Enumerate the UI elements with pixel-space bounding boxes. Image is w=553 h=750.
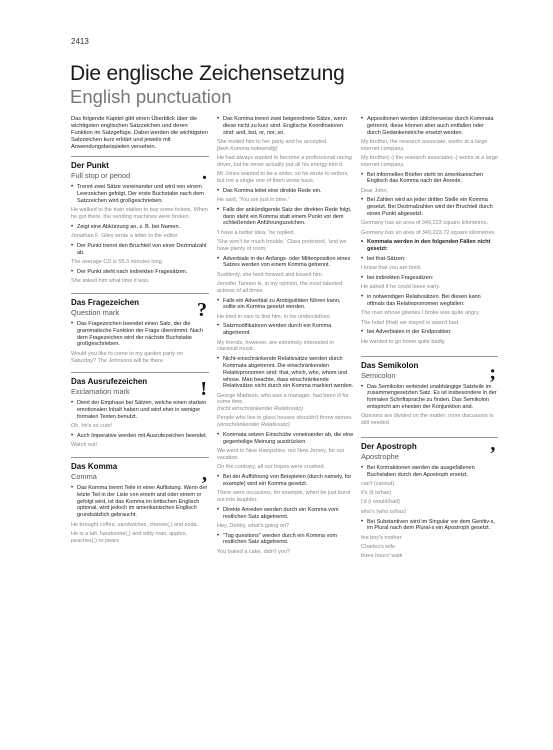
rule-item: • Falls ein Adverbial zu Ambiguitäten führen kann, sollte ein Komma gesetzt werden. [217,298,354,312]
rule-item: • Bei informellen Briefen steht im amerikanischen Englisch das Komma nach der Anrede. [361,172,498,186]
rule-item: • Trennt zwei Sätze voneinander und wird von einem Leerzeichen gefolgt. Der erste Buchstabe nach dem Satzzeichen wird großgeschrieben. [71,184,209,204]
example-text: it's (it is/has) [361,490,392,497]
example-text: Mr Jones wanted to be a writer, so he wrote to writers, but not a single one of them wrote back. [217,171,349,184]
section-header [71,372,209,401]
example-text: My brother(–) the research associate(–) works at a large internet company. [361,154,498,168]
example-text: She asked him what time it was. [71,278,150,285]
example-text: The man whose glasses I broke was quite angry. [361,310,480,317]
rule-item: • bei indirekten Fragesätzen: [361,275,498,282]
section-title: Das Komma [71,462,118,472]
example-text: I know that you are tired. [361,265,422,272]
section-subtitle: Full stop or period [71,171,131,181]
section-comma [71,457,209,544]
example-text: three hours' walk [361,553,403,560]
example-text: The hotel (that) we stayed in wasn't bad. [361,319,460,326]
rule-item: • Nicht-einschränkende Relativsätze werden durch Kommata abgetrennt. Die einschränkenden Relativpronomen sind: that, which, who, whom und whose. Man beachte, dass einschränkende Relativsätze nicht durch ein Komma markiert werden. [217,356,354,390]
example-text: Opinions are divided on the matter; more discussion is still needed. [361,413,494,426]
example-text: You baked a cake, didn't you? [217,548,291,555]
section-header [71,293,209,322]
example-text: He wanted to go home quite badly. [361,338,446,345]
rule-item: • Direkte Anreden werden durch ein Komma vom restlichen Satz abgetrennt. [217,507,354,521]
rule-item: • Satzmodifikatoren werden durch ein Komma abgetrennt. [217,323,354,337]
rule-item: • bei Adverbialen in der Endposition: [361,329,498,336]
section-subtitle: Semicolon [361,370,396,380]
example-text: Dear John, [361,187,388,194]
page-number: 2413 [71,37,89,46]
section-title: Das Ausrufezeichen [71,377,148,387]
page-title: Die englische Zeichensetzung [70,62,345,85]
section-exclamation-mark [71,372,209,449]
period-symbol-icon: . [202,162,207,185]
rule-item: • Zeigt eine Abkürzung an, z. B. bei Namen. [71,224,209,231]
column-2 [217,116,354,556]
rule-item: • Appositionen werden üblicherweise durch Kommata getrennt, diese können aber auch entfallen oder durch Gedankenstriche ersetzt werden. [361,116,498,136]
page-subtitle: English punctuation [70,86,232,107]
section-apostrophe [361,437,498,560]
rule-item: • bei that-Sätzen: [361,256,498,263]
section-title: Der Punkt [71,161,109,171]
section-header [361,356,498,384]
rule-item: • Auch Imperative werden mit Ausrufezeichen beendet. [71,433,209,440]
section-header [71,457,209,486]
section-header [71,156,209,185]
rule-item: • Falls der ankündigende Satz der direkten Rede folgt, dann steht ein Komma statt einem Punkt vor dem schließenden Anführungszeichen. [217,207,354,227]
example-text: She invited him to her party and he accepted. [217,138,328,145]
section-title: Das Semikolon [361,360,419,370]
example-text: 'I have a better idea,' he replied. [217,229,295,236]
column-3 [361,116,498,560]
section-title: Der Apostroph [361,441,417,451]
example-text: 'She won't be much trouble,' Clara protested, 'and we have plenty of room.' [217,238,347,252]
rule-item: • in notwendigen Relativsätzen. Bei diesen kann oftmals das Relativpronomen wegfallen: [361,294,498,308]
section-subtitle: Question mark [71,308,120,318]
rule-item: • Das Komma trennt zwei beigeordnete Sätze, wenn diese nicht zu kurz sind. Englische Koordinatoren sind: and, but, or, nor, so. [217,116,354,136]
example-text: My brother, the research associate, works at a large internet company. [361,138,488,152]
example-text: People who live in glass houses shouldn't throw stones. [217,415,353,422]
example-note: (nicht einschränkender Relativsatz) [217,406,303,413]
section-subtitle: Comma [71,472,97,482]
example-text: Charles's wife [361,543,396,550]
example-text: Jennifer Tannen is, in my opinion, the most talented actress of all times. [217,280,343,294]
section-question-mark [71,293,209,364]
example-text: My friends, however, are extremely interested in classical music. [217,339,334,353]
example-text: He is a tall, handsome(,) and witty man, apples, peaches(,) or pears [71,530,187,544]
example-text: We went to New Hampshire, not New Jersey, for our vacation. [217,448,345,461]
exclamation-symbol-icon: ! [200,378,207,401]
example-text: Jonathan F. Giles wrote a letter to the editor. [71,233,179,240]
example-text: He walked to the train station to buy some tickets. When he got there, the vending machines were broken. [71,207,208,221]
comma-symbol-icon: , [202,463,207,486]
example-text: the boy's mother [361,534,402,541]
example-text: Watch out! [71,442,98,449]
rule-item: • Das Semikolon verbindet unabhängige Satzteile im zusammengesetzten Satz. Es ist insbesondere in der formalen Schriftsprache zu finden. Das Semikolon entspricht am ehesten der Konjunktion and. [361,384,498,411]
rule-item: • Der Punkt steht nach indirekten Fragesätzen. [71,269,209,276]
question-mark-symbol-icon: ? [197,299,207,322]
section-semicolon [361,356,498,427]
rule-item: • "Tag questions" werden durch ein Komma vom restlichen Satz abgetrennt. [217,533,354,547]
example-text: Suddenly, she bent forward and kissed him. [217,271,324,278]
example-text: who's (who is/has) [361,508,407,515]
rule-item: • Der Punkt trennt den Bruchteil von einer Dezimalzahl ab. [71,243,209,257]
example-text: Germany has an area of 349,223.72 square kilometres. [361,229,496,236]
example-text: I'd (I would/had) [361,499,400,506]
rule-item: • Adverbiale in der Anfangs- oder Mittenposition eines Satzes werden von einem Komma getrennt. [217,256,354,270]
example-note: (einschränkender Relativsatz) [217,422,290,429]
section-full-stop [71,156,209,285]
intro-text: Das folgende Kapitel gibt einen Überblick über die wichtigsten englischen Satzzeichen und deren Funktion im Satzgefüge. Dabei werden die wichtigsten Satzzeichen kurz erklärt und jeweils mit Anwendungsbeispielen versehen. [71,116,208,151]
column-1 [71,116,209,544]
example-text: can't (cannot) [361,480,395,487]
example-text: George Madison, who was a manager, had been ill for some time. [217,392,349,406]
section-header [361,437,498,465]
example-text: There were occasions, for example, when he just burst out into laughter. [217,490,351,503]
example-text: He asked if he could leave early. [361,284,441,291]
example-text: He brought coffee, sandwiches, cheese(,) and soda. [71,521,199,528]
rule-item: • Bei Kontraktionen werden die ausgefallenen Buchstaben durch den Apostroph ersetzt. [361,465,498,479]
example-text: The average CD is 55.3 minutes long. [71,259,164,266]
example-note: [kein Komma notwendig] [217,145,278,152]
rule-item: • Bei Zahlen wird an jeder dritten Stelle ein Komma gesetzt. Bei Dezimalzahlen wird der Bruchteil durch einen Punkt abgesetzt. [361,197,498,217]
rule-item: • Bei Substantiven wird im Singular vor dem Genitiv-s, im Plural nach dem Plural-s ein Apostroph gesetzt. [361,519,498,533]
rule-item: • Bei der Aufführung von Beispielen (durch namely, for example) wird ein Komma gesetzt. [217,474,354,488]
rule-item: • Das Fragezeichen beendet einen Satz, der die grammatische Funktion der Frage übernimmt. Nach dem Fragezeichen wird der nächste Buchstabe großgeschrieben. [71,321,209,348]
example-text: He had always wanted to become a professional racing driver, but he never actually put all his energy into it. [217,154,352,168]
section-title: Das Fragezeichen [71,298,140,308]
example-text: On the contrary, all our hopes were crushed. [217,464,326,471]
semicolon-symbol-icon: ; [489,361,496,384]
example-text: Oh, he's so cute! [71,423,113,430]
example-text: He tried in vain to find him, in his underclothes. [217,313,332,320]
rule-item: • Das Komma trennt Teile in einer Auflistung. Wenn der letzte Teil in der Liste von einem and oder einem or gefolgt wird, ist das Komma im britischen Englisch optional, wird jedoch im amerikanischen Englisch grundsätzlich gebraucht. [71,485,209,519]
example-text: Germany has an area of 349,223 square kilometres. [361,220,489,227]
example-text: He said, 'You are just in time.' [217,196,289,203]
example-text: Hey, Debby, what's going on? [217,522,290,529]
rule-item: • Kommata werden in den folgenden Fällen nicht gesetzt: [361,239,498,253]
apostrophe-symbol-icon: ’ [489,442,496,465]
section-subtitle: Apostrophe [361,451,399,461]
rule-item: • Das Komma leitet eine direkte Rede ein. [217,188,354,195]
example-text: Would you like to come to my garden party on Saturday? The Johnsons will be there. [71,350,183,364]
section-subtitle: Exclamation mark [71,387,130,397]
rule-item: • Kommata setzen Einschübe voneinander ab, die eine gegenteilige Meinung ausdrücken. [217,432,354,446]
rule-item: • Dient der Emphase bei Sätzen, welche einen starken emotionalen Inhalt haben und wird eher in weniger formalen Texten benutzt. [71,400,209,420]
